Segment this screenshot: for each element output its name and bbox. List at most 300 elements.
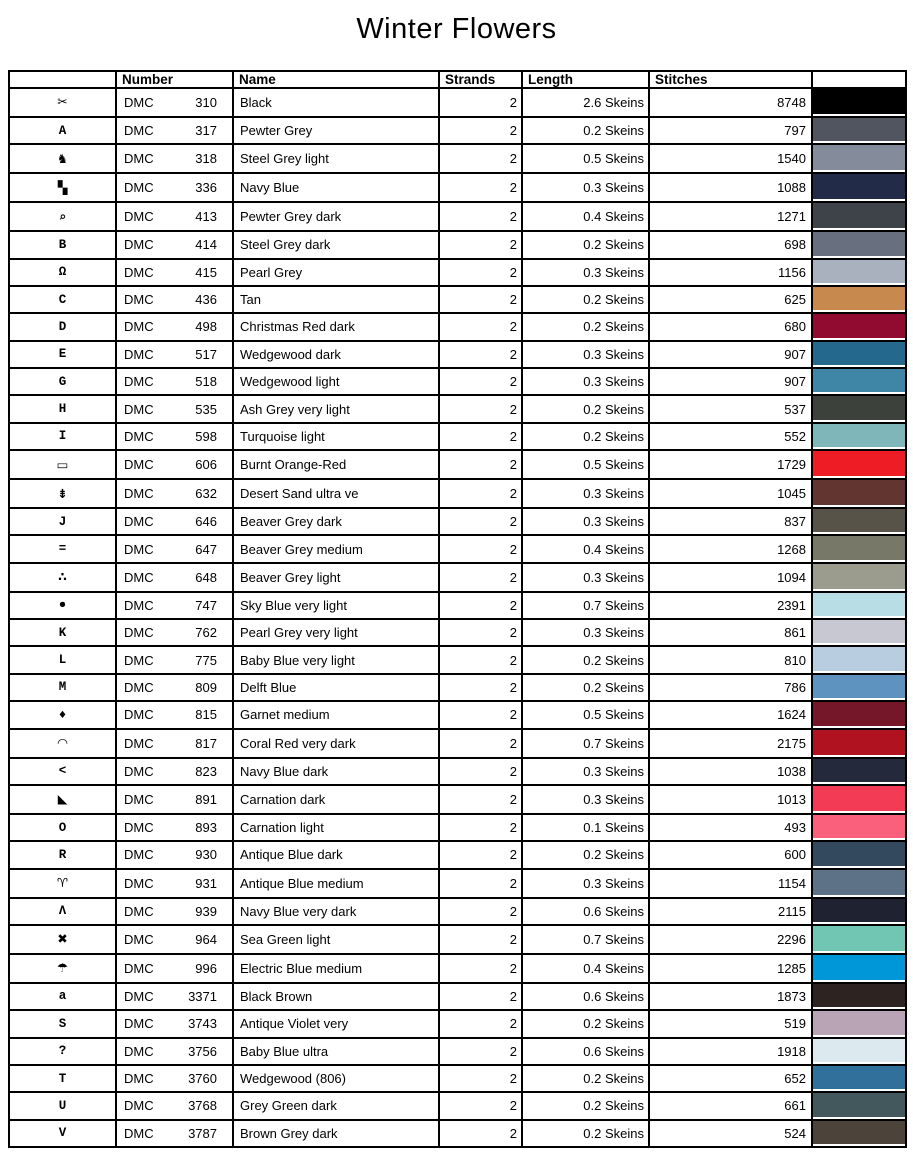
symbol-scissors-icon: ✂ (9, 88, 116, 117)
color-swatch-cell (812, 450, 906, 479)
thread-number (117, 347, 232, 362)
length-value: 0.5 Skeins (522, 144, 649, 173)
thread-number-cell (116, 341, 233, 368)
thread-name: Pewter Grey dark (233, 202, 439, 231)
strands-value: 2 (439, 758, 522, 785)
stitches-value: 552 (649, 423, 812, 450)
strands-value: 2 (439, 814, 522, 841)
color-swatch-cell (812, 785, 906, 814)
thread-number-cell (116, 479, 233, 508)
color-swatch (813, 593, 905, 616)
thread-number (117, 319, 232, 334)
thread-code: 317 (195, 123, 217, 139)
header-row (9, 71, 906, 88)
strands-value: 2 (439, 1065, 522, 1092)
thread-number-cell (116, 1120, 233, 1147)
thread-name: Wedgewood dark (233, 341, 439, 368)
thread-number (117, 486, 232, 501)
table-row (9, 925, 906, 954)
length-value: 0.3 Skeins (522, 341, 649, 368)
brand-label: DMC (124, 264, 154, 280)
color-swatch (813, 145, 905, 170)
table-row (9, 1038, 906, 1065)
length-value: 0.3 Skeins (522, 619, 649, 646)
thread-name: Pearl Grey (233, 259, 439, 286)
color-swatch-cell (812, 173, 906, 202)
brand-label: DMC (124, 1125, 154, 1141)
strands-value: 2 (439, 563, 522, 592)
thread-name: Delft Blue (233, 674, 439, 701)
length-value: 0.3 Skeins (522, 869, 649, 898)
thread-number (117, 961, 232, 976)
color-swatch-cell (812, 563, 906, 592)
color-swatch-cell (812, 144, 906, 173)
thread-code: 646 (195, 514, 217, 530)
thread-number (117, 1016, 232, 1031)
thread-code: 318 (195, 151, 217, 167)
color-swatch (813, 926, 905, 951)
thread-code: 517 (195, 346, 217, 362)
color-swatch-cell (812, 395, 906, 422)
length-value: 0.6 Skeins (522, 1038, 649, 1065)
thread-name: Beaver Grey light (233, 563, 439, 592)
color-swatch (813, 870, 905, 895)
color-swatch (813, 451, 905, 476)
symbol-letter-s-icon: S (9, 1010, 116, 1037)
length-value: 0.2 Skeins (522, 423, 649, 450)
strands-value: 2 (439, 508, 522, 535)
thread-name: Beaver Grey medium (233, 535, 439, 562)
color-swatch (813, 675, 905, 698)
strands-value: 2 (439, 898, 522, 925)
stitches-value: 537 (649, 395, 812, 422)
thread-name: Coral Red very dark (233, 729, 439, 758)
thread-number (117, 292, 232, 307)
strands-value: 2 (439, 202, 522, 231)
symbol-letter-l-icon: L (9, 646, 116, 673)
brand-label: DMC (124, 237, 154, 253)
color-swatch (813, 1093, 905, 1116)
symbol-letter-o-icon: O (9, 814, 116, 841)
brand-label: DMC (124, 707, 154, 723)
thread-number (117, 1126, 232, 1141)
color-swatch-cell (812, 341, 906, 368)
stitches-value: 810 (649, 646, 812, 673)
stitches-value: 797 (649, 117, 812, 144)
length-value: 0.3 Skeins (522, 563, 649, 592)
stitches-value: 1154 (649, 869, 812, 898)
thread-code: 632 (195, 486, 217, 502)
length-value: 0.5 Skeins (522, 450, 649, 479)
thread-number-cell (116, 202, 233, 231)
color-swatch-cell (812, 117, 906, 144)
color-swatch (813, 842, 905, 865)
table-row (9, 117, 906, 144)
thread-code: 436 (195, 292, 217, 308)
brand-label: DMC (124, 569, 154, 585)
table-row (9, 144, 906, 173)
table-row (9, 869, 906, 898)
table-row (9, 563, 906, 592)
table-row (9, 646, 906, 673)
color-swatch-cell (812, 88, 906, 117)
strands-value: 2 (439, 88, 522, 117)
thread-code: 930 (195, 847, 217, 863)
table-row (9, 758, 906, 785)
brand-label: DMC (124, 401, 154, 417)
thread-number (117, 680, 232, 695)
color-swatch (813, 369, 905, 392)
brand-label: DMC (124, 988, 154, 1004)
thread-name: Grey Green dark (233, 1092, 439, 1119)
thread-number (117, 598, 232, 613)
thread-name: Steel Grey dark (233, 231, 439, 258)
thread-number (117, 625, 232, 640)
thread-number (117, 847, 232, 862)
length-value: 0.3 Skeins (522, 173, 649, 202)
brand-label: DMC (124, 847, 154, 863)
strands-value: 2 (439, 1092, 522, 1119)
length-value: 2.6 Skeins (522, 88, 649, 117)
thread-number-cell (116, 674, 233, 701)
thread-number (117, 932, 232, 947)
length-value: 0.4 Skeins (522, 202, 649, 231)
strands-value: 2 (439, 954, 522, 983)
length-value: 0.2 Skeins (522, 231, 649, 258)
thread-number-cell (116, 144, 233, 173)
stitches-value: 1156 (649, 259, 812, 286)
stitches-value: 1038 (649, 758, 812, 785)
thread-name: Antique Violet very (233, 1010, 439, 1037)
length-value: 0.2 Skeins (522, 395, 649, 422)
color-swatch-cell (812, 535, 906, 562)
symbol-lambda-icon: Λ (9, 898, 116, 925)
table-row (9, 814, 906, 841)
thread-name: Brown Grey dark (233, 1120, 439, 1147)
stitches-value: 861 (649, 619, 812, 646)
thread-name: Black (233, 88, 439, 117)
table-row (9, 983, 906, 1010)
stitches-value: 907 (649, 341, 812, 368)
thread-code: 823 (195, 763, 217, 779)
thread-name: Wedgewood light (233, 368, 439, 395)
strands-value: 2 (439, 144, 522, 173)
thread-code: 817 (195, 735, 217, 751)
thread-code: 336 (195, 180, 217, 196)
brand-label: DMC (124, 1098, 154, 1114)
thread-name: Ash Grey very light (233, 395, 439, 422)
table-row (9, 535, 906, 562)
thread-number-cell (116, 898, 233, 925)
stitches-value: 1624 (649, 701, 812, 728)
thread-code: 498 (195, 319, 217, 335)
thread-name: Antique Blue dark (233, 841, 439, 868)
symbol-filled-diamond-icon: ♦ (9, 701, 116, 728)
thread-code: 747 (195, 597, 217, 613)
symbol-question-mark-icon: ? (9, 1038, 116, 1065)
brand-label: DMC (124, 180, 154, 196)
brand-label: DMC (124, 514, 154, 530)
color-swatch-cell (812, 1092, 906, 1119)
symbol-down-arrow-double-bar-icon: ⇟ (9, 479, 116, 508)
symbol-letter-k-icon: K (9, 619, 116, 646)
thread-code: 606 (195, 457, 217, 473)
table-row (9, 368, 906, 395)
color-swatch-cell (812, 508, 906, 535)
table-row (9, 785, 906, 814)
thread-number-cell (116, 814, 233, 841)
thread-code: 648 (195, 569, 217, 585)
brand-label: DMC (124, 123, 154, 139)
thread-code: 3371 (188, 988, 217, 1004)
thread-name: Tan (233, 286, 439, 313)
color-swatch (813, 647, 905, 670)
brand-label: DMC (124, 486, 154, 502)
strands-value: 2 (439, 785, 522, 814)
length-value: 0.1 Skeins (522, 814, 649, 841)
table-row (9, 674, 906, 701)
thread-number (117, 792, 232, 807)
symbol-filled-triangle-icon: ◣ (9, 785, 116, 814)
strands-value: 2 (439, 173, 522, 202)
thread-number-cell (116, 954, 233, 983)
thread-number (117, 265, 232, 280)
stitches-value: 1540 (649, 144, 812, 173)
color-swatch-cell (812, 701, 906, 728)
thread-name: Antique Blue medium (233, 869, 439, 898)
symbol-dots-triangle-icon: ∴ (9, 563, 116, 592)
thread-code: 996 (195, 960, 217, 976)
color-swatch-cell (812, 368, 906, 395)
color-swatch (813, 730, 905, 755)
strands-value: 2 (439, 592, 522, 619)
strands-value: 2 (439, 1038, 522, 1065)
color-swatch (813, 759, 905, 782)
stitches-value: 680 (649, 313, 812, 340)
table-row (9, 954, 906, 983)
stitches-value: 837 (649, 508, 812, 535)
symbol-heavy-x-icon: ✖ (9, 925, 116, 954)
symbol-magnifier-icon: ⌕ (9, 202, 116, 231)
table-row (9, 841, 906, 868)
thread-number-cell (116, 646, 233, 673)
color-swatch-cell (812, 592, 906, 619)
brand-label: DMC (124, 652, 154, 668)
strands-value: 2 (439, 1010, 522, 1037)
table-row (9, 898, 906, 925)
thread-number-cell (116, 983, 233, 1010)
stitches-value: 786 (649, 674, 812, 701)
header-strands: Strands (439, 71, 522, 88)
thread-number-cell (116, 785, 233, 814)
table-row (9, 341, 906, 368)
thread-number-cell (116, 535, 233, 562)
thread-number (117, 1044, 232, 1059)
symbol-filled-circle-icon: ● (9, 592, 116, 619)
strands-value: 2 (439, 313, 522, 340)
symbol-omega-icon: Ω (9, 259, 116, 286)
thread-code: 893 (195, 820, 217, 835)
thread-name: Desert Sand ultra ve (233, 479, 439, 508)
stitches-value: 1285 (649, 954, 812, 983)
table-row (9, 286, 906, 313)
strands-value: 2 (439, 701, 522, 728)
symbol-arc-dot-icon: ◠ (9, 729, 116, 758)
length-value: 0.4 Skeins (522, 535, 649, 562)
color-swatch-cell (812, 231, 906, 258)
brand-label: DMC (124, 1016, 154, 1032)
thread-name: Navy Blue (233, 173, 439, 202)
color-swatch (813, 1121, 905, 1144)
stitches-value: 1918 (649, 1038, 812, 1065)
length-value: 0.3 Skeins (522, 479, 649, 508)
symbol-letter-e-icon: E (9, 341, 116, 368)
color-swatch-cell (812, 758, 906, 785)
length-value: 0.2 Skeins (522, 117, 649, 144)
length-value: 0.2 Skeins (522, 841, 649, 868)
strands-value: 2 (439, 869, 522, 898)
table-row (9, 88, 906, 117)
strands-value: 2 (439, 729, 522, 758)
symbol-umbrella-icon: ☂ (9, 954, 116, 983)
strands-value: 2 (439, 674, 522, 701)
thread-code: 891 (195, 791, 217, 807)
thread-code: 931 (195, 875, 217, 891)
color-swatch (813, 1011, 905, 1034)
header-length: Length (522, 71, 649, 88)
thread-number (117, 764, 232, 779)
brand-label: DMC (124, 875, 154, 891)
strands-value: 2 (439, 368, 522, 395)
brand-label: DMC (124, 292, 154, 308)
color-swatch (813, 702, 905, 725)
color-swatch (813, 786, 905, 811)
thread-number-cell (116, 592, 233, 619)
brand-label: DMC (124, 94, 154, 110)
length-value: 0.7 Skeins (522, 729, 649, 758)
thread-number (117, 1098, 232, 1113)
thread-name: Garnet medium (233, 701, 439, 728)
color-swatch (813, 955, 905, 980)
color-swatch-cell (812, 423, 906, 450)
key-table-body (9, 88, 906, 1147)
color-swatch-cell (812, 646, 906, 673)
stitches-value: 1268 (649, 535, 812, 562)
thread-name: Baby Blue very light (233, 646, 439, 673)
symbol-letter-g-icon: G (9, 368, 116, 395)
thread-number (117, 151, 232, 166)
stitches-value: 524 (649, 1120, 812, 1147)
color-swatch (813, 342, 905, 365)
strands-value: 2 (439, 479, 522, 508)
table-row (9, 1065, 906, 1092)
length-value: 0.5 Skeins (522, 701, 649, 728)
thread-number-cell (116, 286, 233, 313)
symbol-letter-a-icon: A (9, 117, 116, 144)
thread-name: Black Brown (233, 983, 439, 1010)
thread-number (117, 542, 232, 557)
thread-number-cell (116, 869, 233, 898)
thread-name: Wedgewood (806) (233, 1065, 439, 1092)
color-swatch (813, 424, 905, 447)
symbol-less-than-icon: < (9, 758, 116, 785)
stitches-value: 2296 (649, 925, 812, 954)
thread-code: 3756 (188, 1043, 217, 1059)
symbol-animal-icon: ♞ (9, 144, 116, 173)
color-swatch (813, 564, 905, 589)
stitches-value: 2115 (649, 898, 812, 925)
thread-number-cell (116, 395, 233, 422)
color-swatch-cell (812, 619, 906, 646)
thread-number-cell (116, 841, 233, 868)
table-row (9, 1092, 906, 1119)
symbol-letter-i-icon: I (9, 423, 116, 450)
length-value: 0.2 Skeins (522, 286, 649, 313)
strands-value: 2 (439, 841, 522, 868)
thread-number-cell (116, 1092, 233, 1119)
color-swatch-cell (812, 202, 906, 231)
thread-name: Navy Blue very dark (233, 898, 439, 925)
color-swatch-cell (812, 841, 906, 868)
stitches-value: 652 (649, 1065, 812, 1092)
color-swatch (813, 314, 905, 337)
thread-number-cell (116, 231, 233, 258)
thread-code: 535 (195, 401, 217, 417)
stitches-value: 907 (649, 368, 812, 395)
table-row (9, 592, 906, 619)
color-swatch (813, 203, 905, 228)
stitches-value: 1729 (649, 450, 812, 479)
thread-code: 310 (195, 94, 217, 110)
table-row (9, 508, 906, 535)
thread-number-cell (116, 423, 233, 450)
brand-label: DMC (124, 1043, 154, 1059)
stitches-value: 600 (649, 841, 812, 868)
color-swatch (813, 260, 905, 283)
length-value: 0.3 Skeins (522, 758, 649, 785)
stitches-value: 8748 (649, 88, 812, 117)
color-swatch-cell (812, 286, 906, 313)
color-swatch-cell (812, 1038, 906, 1065)
thread-code: 415 (195, 264, 217, 280)
thread-name: Electric Blue medium (233, 954, 439, 983)
thread-code: 762 (195, 625, 217, 641)
header-stitches: Stitches (649, 71, 812, 88)
symbol-aries-icon: ♈ (9, 869, 116, 898)
thread-number-cell (116, 173, 233, 202)
length-value: 0.7 Skeins (522, 592, 649, 619)
symbol-letter-r-icon: R (9, 841, 116, 868)
brand-label: DMC (124, 541, 154, 557)
color-swatch-cell (812, 259, 906, 286)
thread-number (117, 180, 232, 195)
stitches-value: 1094 (649, 563, 812, 592)
color-swatch-cell (812, 1010, 906, 1037)
brand-label: DMC (124, 903, 154, 919)
length-value: 0.2 Skeins (522, 1065, 649, 1092)
thread-number-cell (116, 1038, 233, 1065)
color-swatch (813, 480, 905, 505)
brand-label: DMC (124, 791, 154, 807)
color-swatch-cell (812, 1065, 906, 1092)
thread-number (117, 820, 232, 835)
symbol-equals-icon: = (9, 535, 116, 562)
length-value: 0.3 Skeins (522, 259, 649, 286)
strands-value: 2 (439, 231, 522, 258)
thread-number-cell (116, 729, 233, 758)
thread-number (117, 514, 232, 529)
color-swatch (813, 815, 905, 838)
